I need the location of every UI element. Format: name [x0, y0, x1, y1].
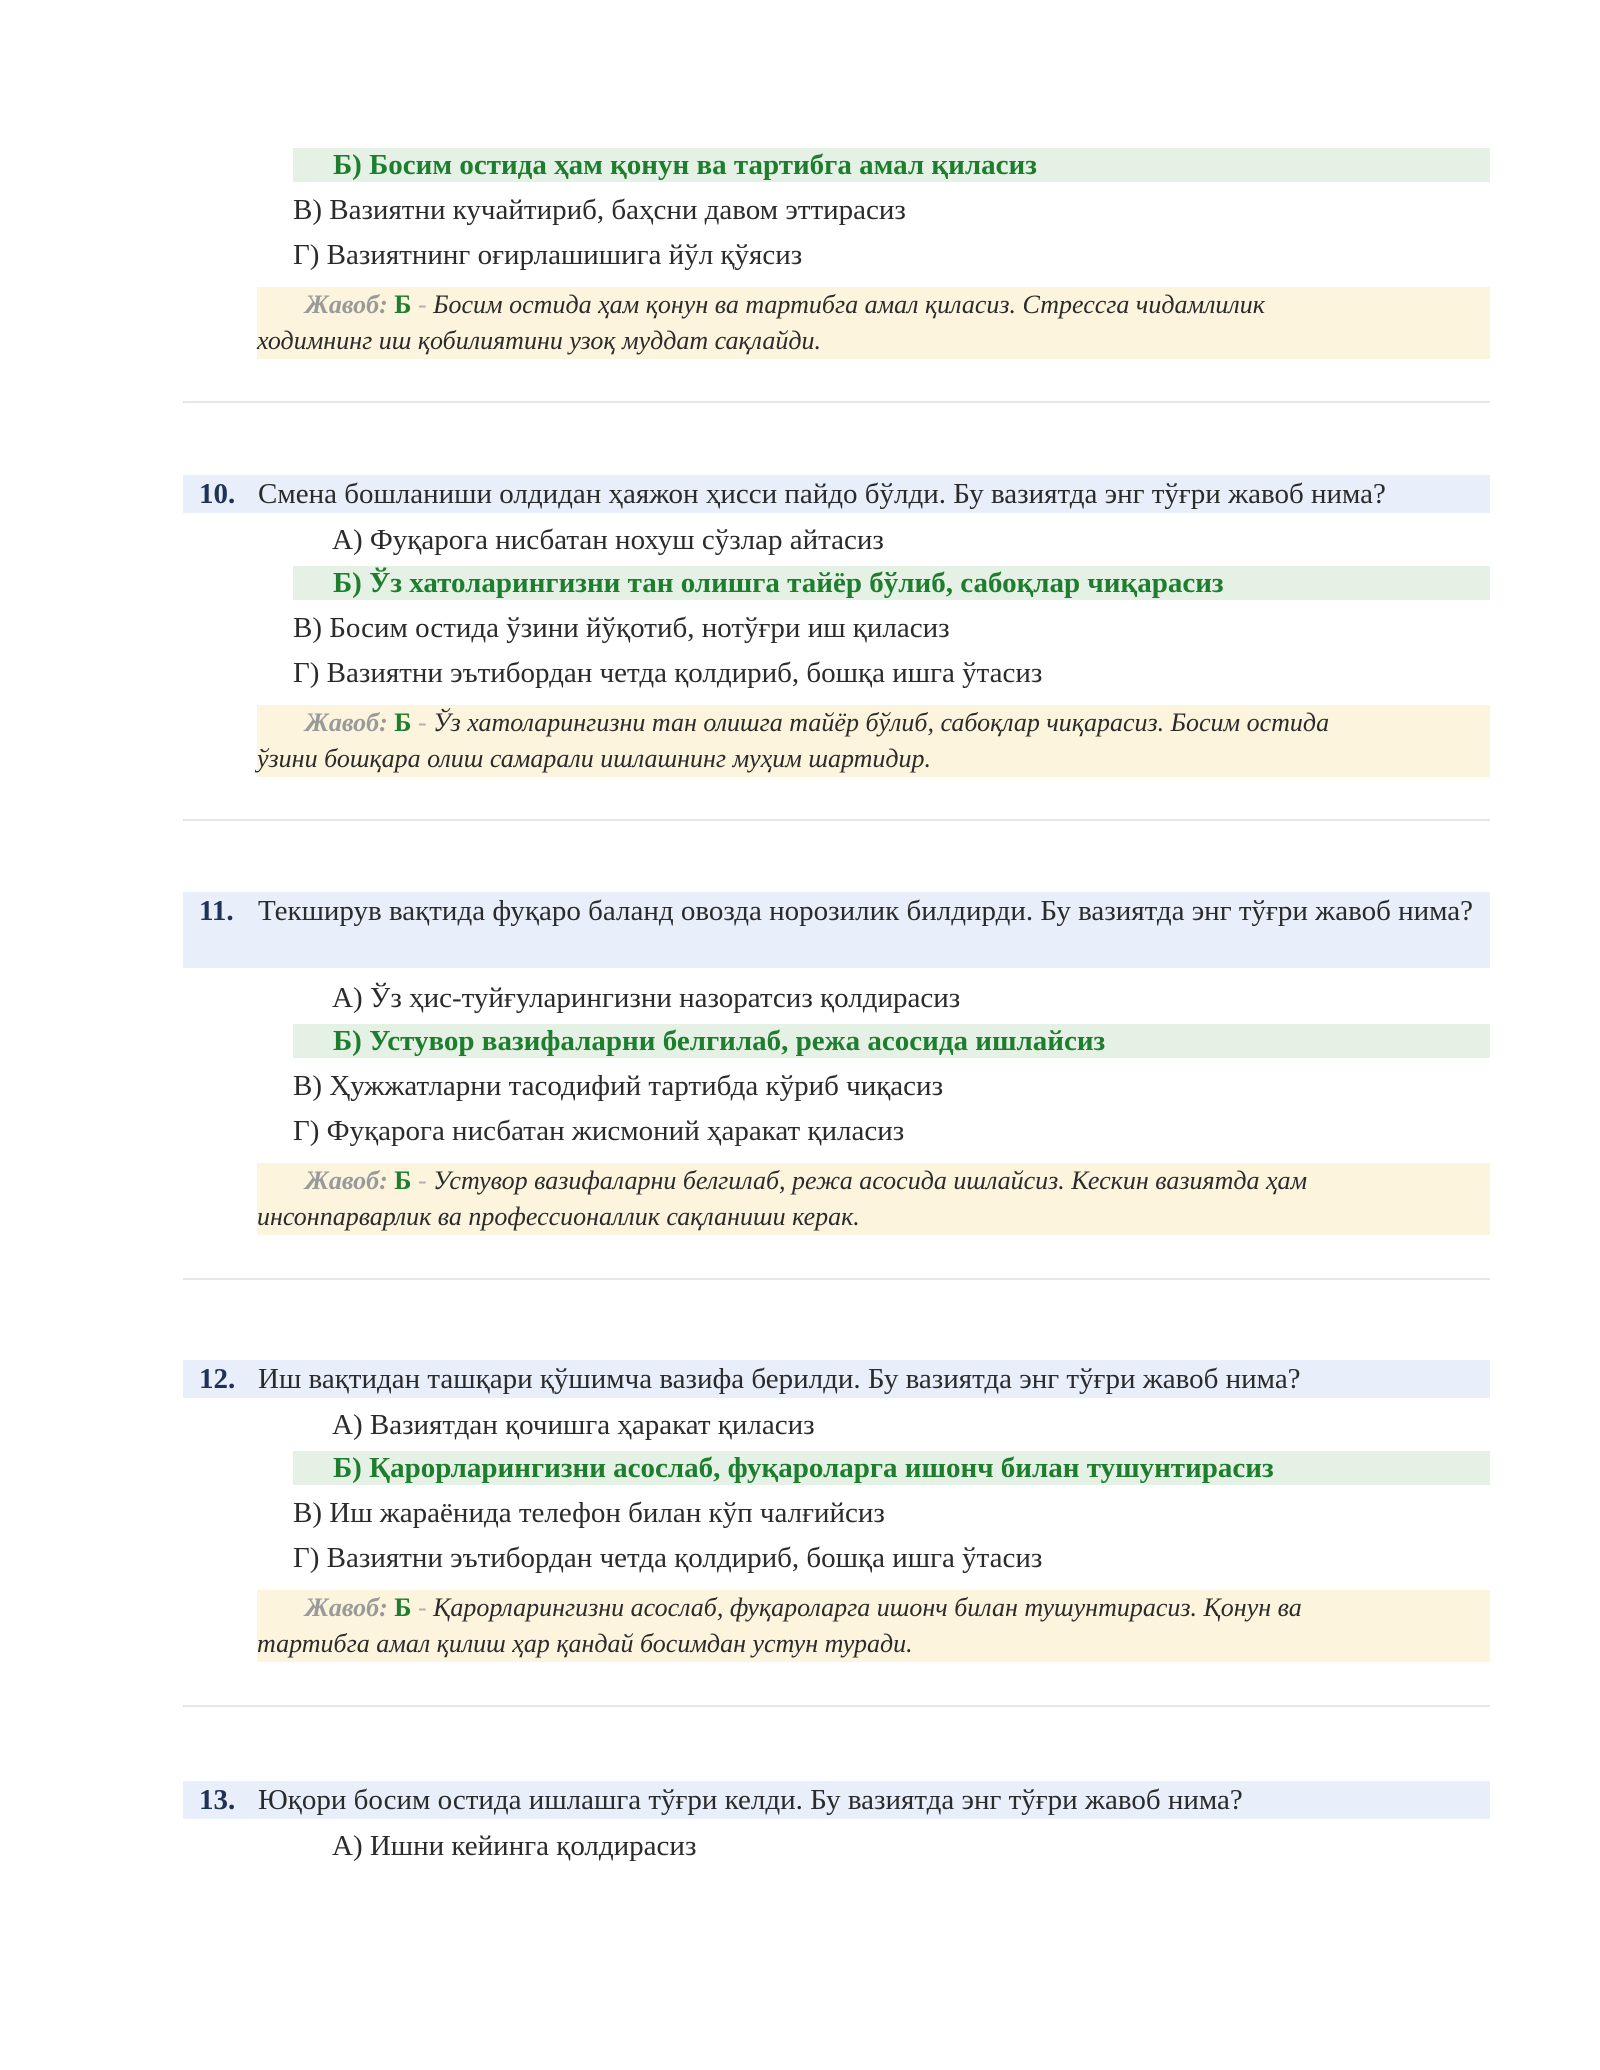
question-header	[183, 1360, 1490, 1398]
question-text: Текширув вақтида фуқаро баланд овозда норозилик билдирди. Бу вазиятда энг тўғри жавоб нима?	[258, 895, 1474, 927]
answer-dash: -	[417, 1166, 427, 1195]
option-g: Г) Вазиятни эътибордан четда қолдириб, бошқа ишга ўтасиз	[293, 1542, 1043, 1574]
option-v: В) Босим остида ўзини йўқотиб, нотўғри иш қиласиз	[293, 612, 950, 644]
answer-dash: -	[417, 1593, 427, 1622]
answer-dash: -	[417, 708, 427, 737]
answer-letter: Б	[394, 708, 412, 737]
answer-box	[257, 1590, 1490, 1662]
option-v: В) Ҳужжатларни тасодифий тартибда кўриб чиқасиз	[293, 1070, 944, 1102]
question-text: Юқори босим остида ишлашга тўғри келди. Бу вазиятда энг тўғри жавоб нима?	[258, 1784, 1243, 1816]
answer-label: Жавоб:	[305, 290, 388, 319]
question-number: 13.	[199, 1784, 236, 1816]
question-header	[183, 892, 1490, 968]
option-a: А) Ўз ҳис-туйғуларингизни назоратсиз қолдирасиз	[332, 982, 961, 1014]
answer-letter: Б	[394, 1166, 412, 1195]
option-a: А) Ишни кейинга қолдирасиз	[332, 1830, 697, 1862]
question-number: 11.	[199, 895, 234, 927]
answer-label: Жавоб:	[305, 1166, 388, 1195]
option-b-correct: Б) Қарорларингизни асослаб, фуқароларга ишонч билан тушунтирасиз	[293, 1451, 1490, 1485]
option-b-correct: Б) Ўз хатоларингизни тан олишга тайёр бўлиб, сабоқлар чиқарасиз	[293, 566, 1490, 600]
option-v: В) Иш жараёнида телефон билан кўп чалғийсиз	[293, 1497, 885, 1529]
question-number: 12.	[199, 1363, 236, 1395]
option-a: А) Фуқарога нисбатан нохуш сўзлар айтасиз	[332, 524, 884, 556]
option-g: Г) Вазиятни эътибордан четда қолдириб, бошқа ишга ўтасиз	[293, 657, 1043, 689]
answer-text-line2: инсонпарварлик ва профессионаллик сақланиши керак.	[257, 1202, 860, 1231]
answer-letter: Б	[394, 1593, 412, 1622]
answer-text-line1: Босим остида ҳам қонун ва тартибга амал қиласиз. Стрессга чидамлилик	[433, 290, 1265, 319]
question-header	[183, 475, 1490, 513]
option-v: В) Вазиятни кучайтириб, баҳсни давом эттирасиз	[293, 194, 906, 226]
separator	[183, 401, 1490, 403]
question-text: Иш вақтидан ташқари қўшимча вазифа берилди. Бу вазиятда энг тўғри жавоб нима?	[258, 1363, 1301, 1395]
answer-text-line2: тартибга амал қилиш ҳар қандай босимдан устун туради.	[257, 1629, 913, 1658]
option-a: А) Вазиятдан қочишга ҳаракат қиласиз	[332, 1409, 815, 1441]
option-g: Г) Вазиятнинг оғирлашишига йўл қўясиз	[293, 239, 803, 271]
answer-label: Жавоб:	[305, 708, 388, 737]
answer-label: Жавоб:	[305, 1593, 388, 1622]
option-b-correct: Б) Босим остида ҳам қонун ва тартибга амал қиласиз	[293, 148, 1490, 182]
answer-dash: -	[417, 290, 427, 319]
separator	[183, 1278, 1490, 1280]
separator	[183, 1705, 1490, 1707]
answer-text-line1: Қарорларингизни асослаб, фуқароларга ишонч билан тушунтирасиз. Қонун ва	[433, 1593, 1302, 1622]
answer-box	[257, 705, 1490, 777]
answer-text-line1: Ўз хатоларингизни тан олишга тайёр бўлиб, сабоқлар чиқарасиз. Босим остида	[433, 708, 1330, 737]
answer-box	[257, 1163, 1490, 1235]
option-g: Г) Фуқарога нисбатан жисмоний ҳаракат қиласиз	[293, 1115, 905, 1147]
question-text: Смена бошланиши олдидан ҳаяжон ҳисси пайдо бўлди. Бу вазиятда энг тўғри жавоб нима?	[258, 478, 1386, 510]
question-header	[183, 1781, 1490, 1819]
answer-text-line2: ўзини бошқара олиш самарали ишлашнинг муҳим шартидир.	[257, 744, 932, 773]
answer-box	[257, 287, 1490, 359]
separator	[183, 819, 1490, 821]
answer-text-line2: ходимнинг иш қобилиятини узоқ муддат сақлайди.	[257, 326, 821, 355]
option-b-correct: Б) Устувор вазифаларни белгилаб, режа асосида ишлайсиз	[293, 1024, 1490, 1058]
question-number: 10.	[199, 478, 236, 510]
answer-letter: Б	[394, 290, 412, 319]
answer-text-line1: Устувор вазифаларни белгилаб, режа асосида ишлайсиз. Кескин вазиятда ҳам	[433, 1166, 1308, 1195]
